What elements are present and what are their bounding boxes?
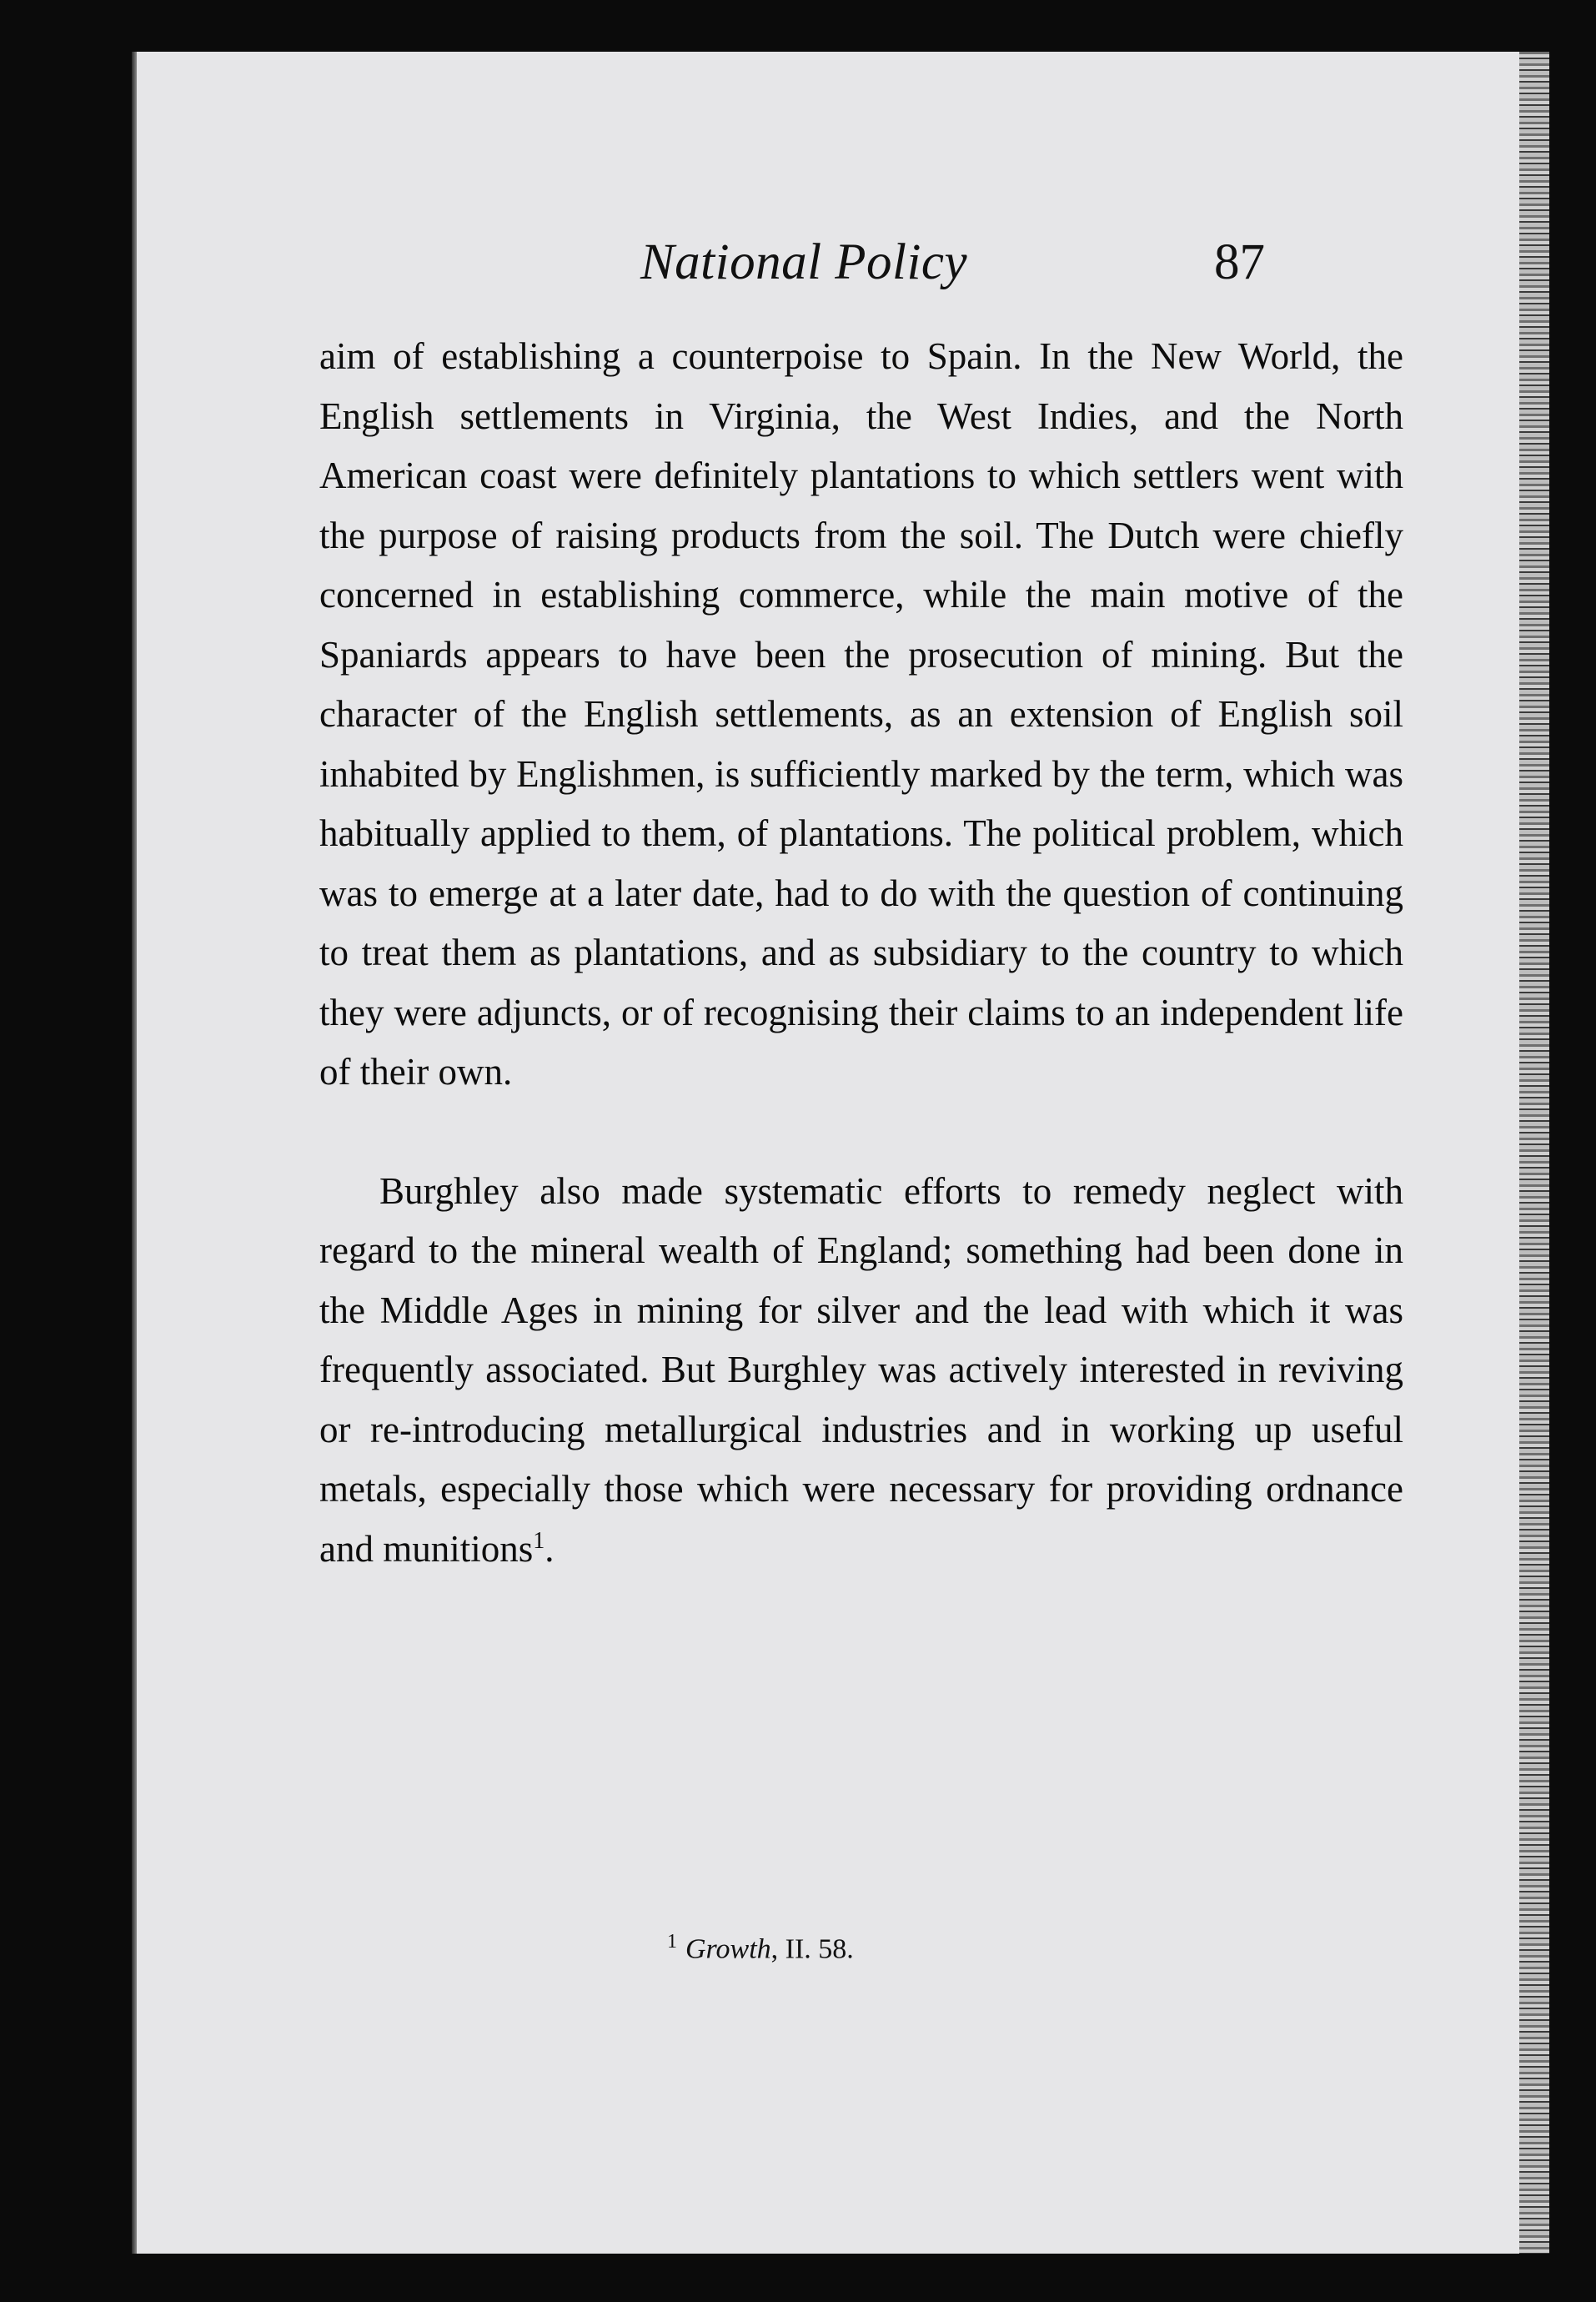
page-right-edge xyxy=(1519,52,1549,2254)
paragraph: aim of establishing a counterpoise to Spain. In the New World, the English settlements in Virginia, the West Indies, and the North American coast were definitely plantations to which settlers went with the purpose of raising products from the soil. The Dutch were chiefly concerned in establishing commerce, while the main motive of the Spaniards appears to have been the prosecution of mining. But the character of the English settlements, as an extension of English soil inhabited by Englishmen, is sufficiently marked by the term, which was habitually applied to them, of plantations. The political problem, which was to emerge at a later date, had to do with the question of continuing to treat them as plantations, and as subsidiary to the country to which they were adjuncts, or of recognising their claims to an independent life of their own. xyxy=(319,335,1403,1093)
page-number: 87 xyxy=(1214,234,1265,290)
paragraph: Burghley also made systematic efforts to remedy neglect with regard to the mineral wealth of England; something had been done in the Middle Ages in mining for silver and the lead with which it was frequently associated. But Burghley was actively interested in reviving or re-introducing metallurgical industries and in working up useful metals, especially those which were necessary for providing ordnance and munitions$^1$. xyxy=(319,1169,1403,1570)
page-header xyxy=(132,234,1549,325)
running-title: National Policy xyxy=(640,234,968,290)
footnote-marker: 1 xyxy=(667,1931,677,1953)
body-text xyxy=(319,327,1403,1579)
footnote-reference: 1 xyxy=(533,1527,545,1554)
paragraph-text: Burghley also made systematic efforts to remedy neglect with regard to the mineral wealth of England; something had been done in the Middle Ages in mining for silver and the lead with which it was frequently associated. But Burghley was actively interested in reviving or re-introducing metallurgical industries and in working up useful metals, especially those which were necessary for providing ordnance and munitions xyxy=(319,1169,1403,1570)
book-page xyxy=(132,52,1549,2254)
footnote-reference-text: , II. 58. xyxy=(770,1933,854,1965)
footnote xyxy=(667,1931,854,1965)
footnote-source: Growth xyxy=(685,1933,771,1965)
page-left-edge xyxy=(132,52,137,2254)
